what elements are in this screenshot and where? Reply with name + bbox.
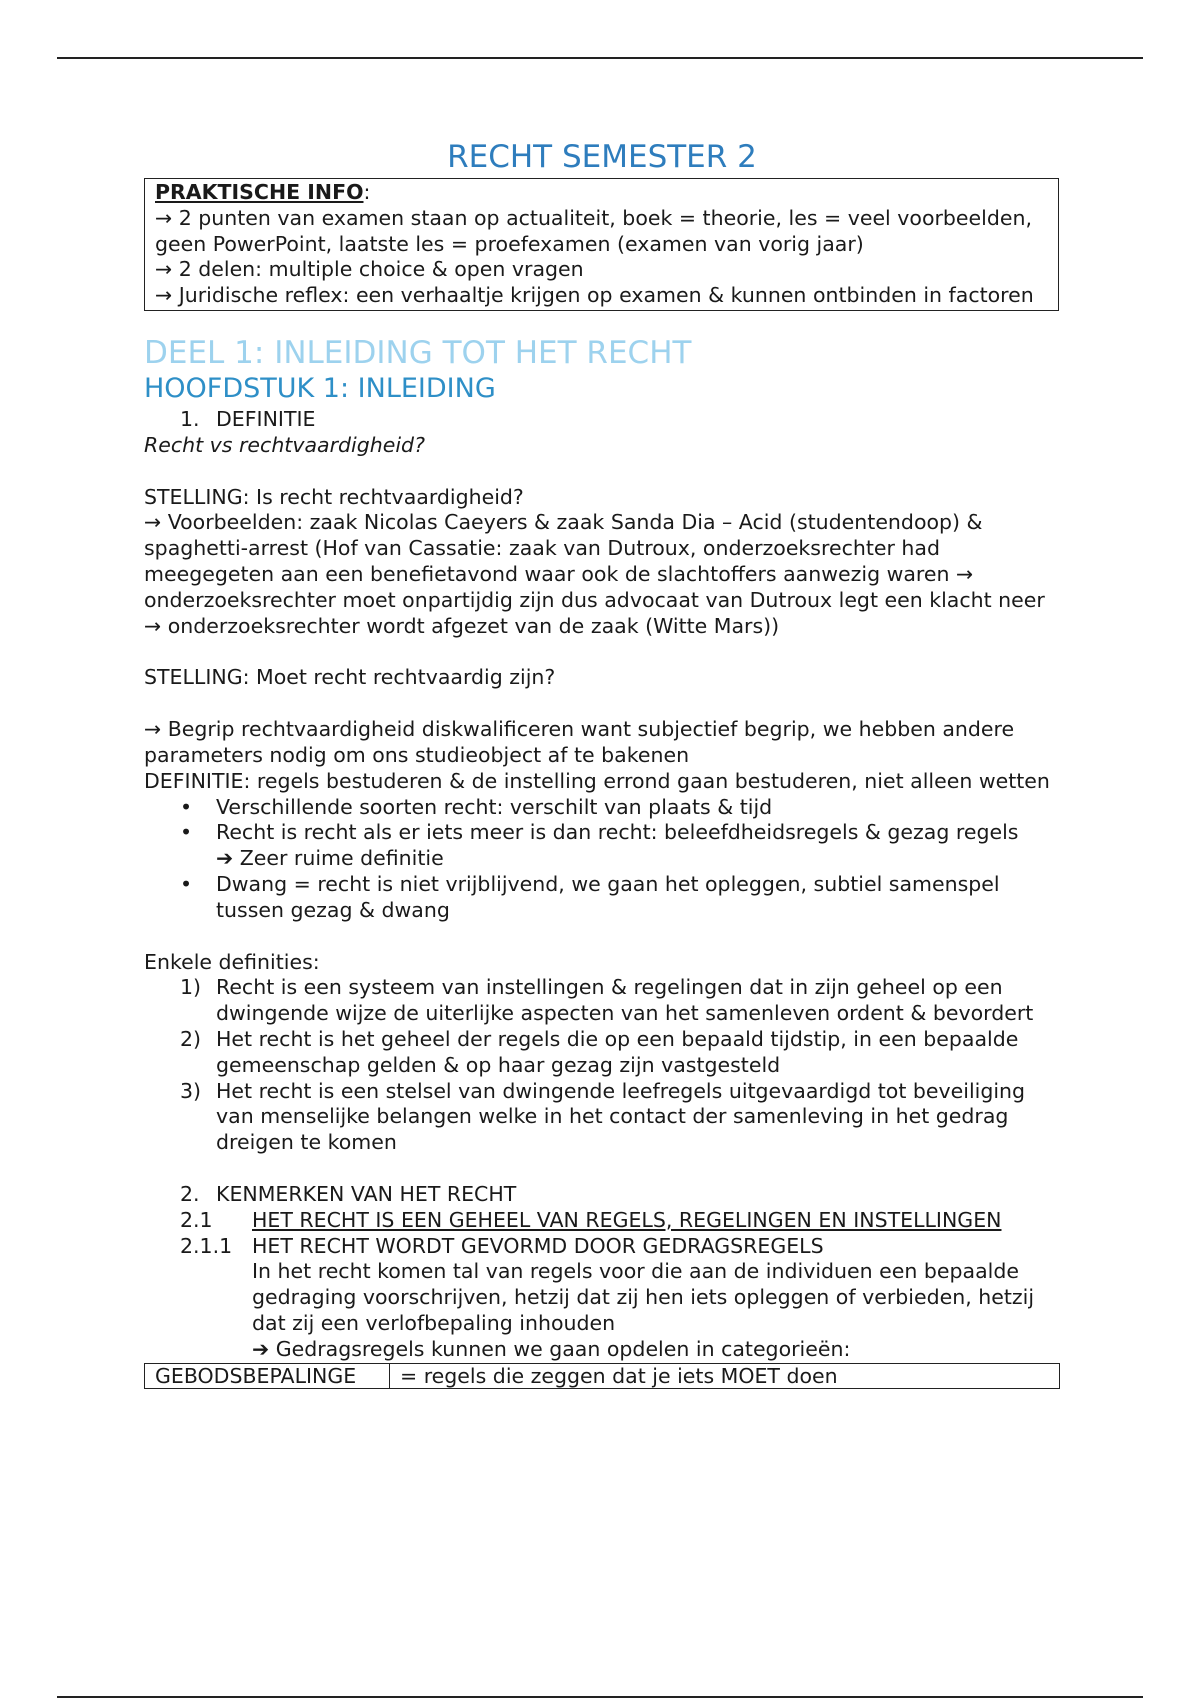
subsection-label: HET RECHT IS EEN GEHEEL VAN REGELS, REGELINGEN EN INSTELLINGEN bbox=[252, 1207, 1002, 1232]
info-line: → 2 delen: multiple choice & open vragen bbox=[155, 257, 584, 282]
info-line: → Juridische reflex: een verhaaltje krijgen op examen & kunnen ontbinden in factoren bbox=[155, 283, 1034, 308]
part-heading: DEEL 1: INLEIDING TOT HET RECHT bbox=[144, 334, 692, 371]
list-item bbox=[144, 820, 1060, 872]
definitions-intro: Enkele definities: bbox=[144, 949, 320, 974]
bullet-text: Recht is recht als er iets meer is dan recht: beleefdheidsregels & gezag regels bbox=[216, 820, 1019, 845]
bullet-icon: • bbox=[180, 871, 193, 896]
bottom-rule bbox=[57, 1696, 1143, 1698]
info-label: PRAKTISCHE INFO bbox=[155, 180, 364, 204]
subsubsection-number: 2.1.1 bbox=[180, 1233, 233, 1258]
subsubsection-label: HET RECHT WORDT GEVORMD DOOR GEDRAGSREGELS bbox=[252, 1233, 824, 1258]
bullet-icon: • bbox=[180, 820, 193, 845]
table-cell-description: = regels die zeggen dat je iets MOET doen bbox=[390, 1364, 1060, 1389]
document-body bbox=[144, 138, 1060, 1389]
bullet-icon: • bbox=[180, 794, 193, 819]
section-heading-definitie bbox=[144, 407, 1060, 433]
item-number: 1) bbox=[180, 975, 202, 1000]
item-text: Het recht is het geheel der regels die op een bepaald tijdstip, in een bepaalde gemeenschap gelden & op haar gezag zijn vastgesteld bbox=[216, 1026, 1019, 1077]
begrip-paragraph: → Begrip rechtvaardigheid diskwalificeren want subjectief begrip, we hebben andere parameters nodig om ons studieobject af te bakenen bbox=[144, 717, 1015, 767]
page-title: RECHT SEMESTER 2 bbox=[447, 139, 757, 175]
item-number: 3) bbox=[180, 1078, 202, 1103]
item-number: 2) bbox=[180, 1026, 202, 1051]
question-text: Recht vs rechtvaardigheid? bbox=[144, 432, 425, 457]
section-number: 2. bbox=[180, 1181, 200, 1206]
definitie-paragraph: DEFINITIE: regels bestuderen & de instelling errond gaan bestuderen, niet alleen wetten bbox=[144, 768, 1050, 793]
categories-table bbox=[144, 1363, 1060, 1389]
section-number: 1. bbox=[180, 406, 200, 431]
stelling-1: STELLING: Is recht rechtvaardigheid? bbox=[144, 484, 524, 509]
list-item bbox=[144, 872, 1060, 924]
subsubsection-arrow: ➔ Gedragsregels kunnen we gaan opdelen in categorieën: bbox=[252, 1336, 851, 1361]
practical-info-box bbox=[144, 178, 1059, 311]
info-line: → 2 punten van examen staan op actualiteit, boek = theorie, les = veel voorbeelden, geen PowerPoint, laatste les = proefexamen (examen van vorig jaar) bbox=[155, 205, 1032, 256]
definitions-list bbox=[144, 975, 1060, 1156]
section-label: DEFINITIE bbox=[216, 406, 316, 431]
subsection-heading bbox=[144, 1208, 1060, 1234]
stelling-2: STELLING: Moet recht rechtvaardig zijn? bbox=[144, 665, 556, 690]
list-item bbox=[144, 1027, 1060, 1079]
list-item bbox=[144, 975, 1060, 1027]
table-cell-term: GEBODSBEPALINGE bbox=[145, 1364, 390, 1389]
subsection-number: 2.1 bbox=[180, 1207, 213, 1232]
bullet-text: Verschillende soorten recht: verschilt van plaats & tijd bbox=[216, 794, 773, 819]
item-text: Recht is een systeem van instellingen & regelingen dat in zijn geheel op een dwingende wijze de uiterlijke aspecten van het samenleven ordent & bevordert bbox=[216, 975, 1034, 1026]
top-rule bbox=[57, 57, 1143, 59]
item-text: Het recht is een stelsel van dwingende leefregels uitgevaardigd tot beveiliging van menselijke belangen welke in het contact der samenleving in het gedrag dreigen te komen bbox=[216, 1078, 1026, 1155]
examples-paragraph: → Voorbeelden: zaak Nicolas Caeyers & zaak Sanda Dia – Acid (studentendoop) & spaghetti-arrest (Hof van Cassatie: zaak van Dutroux, onderzoeksrechter had meegegeten aan een benefietavond waar ook de slachtoffers aanwezig waren → onderzoeksrechter moet onpartijdig zijn dus advocaat van Dutroux legt een klacht neer → onderzoeksrechter wordt afgezet van de zaak (Witte Mars)) bbox=[144, 510, 1045, 638]
section-label: KENMERKEN VAN HET RECHT bbox=[216, 1181, 517, 1206]
chapter-heading: HOOFDSTUK 1: INLEIDING bbox=[144, 372, 496, 404]
list-item bbox=[144, 1079, 1060, 1156]
bullet-subtext: ➔ Zeer ruime definitie bbox=[216, 846, 444, 871]
info-colon: : bbox=[363, 180, 371, 204]
subsubsection-heading bbox=[144, 1234, 1060, 1260]
bullet-text: Dwang = recht is niet vrijblijvend, we gaan het opleggen, subtiel samenspel tussen gezag & dwang bbox=[216, 871, 1000, 922]
section-heading-kenmerken bbox=[144, 1182, 1060, 1208]
list-item bbox=[144, 795, 1060, 821]
bullet-list bbox=[144, 795, 1060, 924]
table-row bbox=[145, 1364, 1060, 1389]
subsubsection-text: In het recht komen tal van regels voor die aan de individuen een bepaalde gedraging voorschrijven, hetzij dat zij hen iets opleggen of verbieden, hetzij dat zij een verlofbepaling inhouden bbox=[252, 1259, 1035, 1335]
